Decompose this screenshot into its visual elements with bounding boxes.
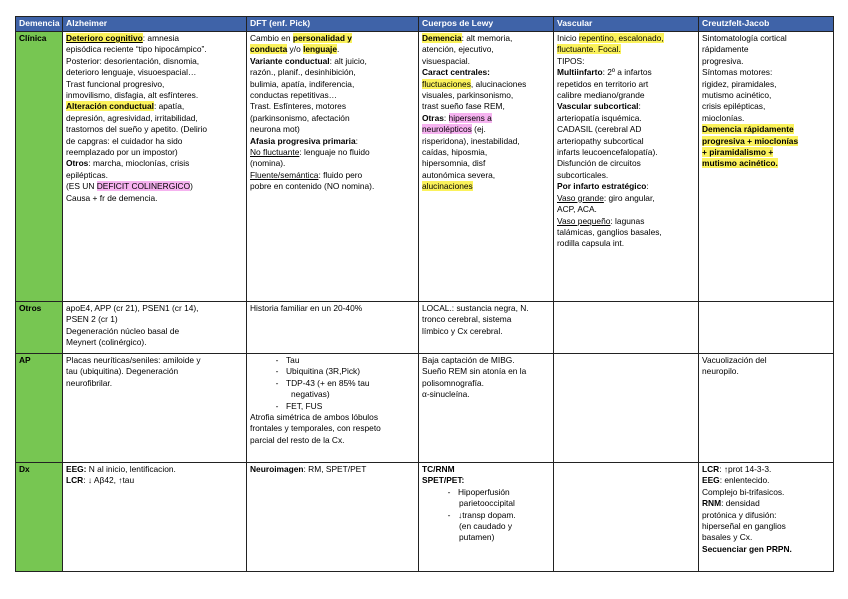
cell-dx-alzheimer (63, 463, 247, 572)
text-line: autonómica severa, (422, 169, 496, 180)
label-no-fluctuante: No fluctuante (250, 147, 300, 158)
row-ap (16, 354, 834, 463)
cell-dx-dft (247, 463, 419, 572)
label-eeg: EEG (702, 475, 720, 486)
text-line: Secuenciar gen PRPN. (702, 543, 792, 554)
text-line: (parkinsonismo, afectación (250, 112, 350, 123)
highlight-deficit-colinergico: DEFICIT COLINERGICO (96, 181, 191, 192)
text: (ES UN (66, 181, 97, 192)
cell-ap-creutzfeldt-jacob (699, 354, 834, 463)
row-label-ap: AP (16, 354, 63, 463)
text: Tau (286, 355, 300, 365)
highlight-conducta: conducta (250, 44, 288, 55)
text-line: talámicas, ganglios basales, (557, 226, 662, 237)
text: Ubiquitina (3R,Pick) (286, 366, 361, 377)
list-item (422, 487, 550, 498)
text: : (646, 181, 649, 192)
text-line: rápidamente (702, 44, 749, 55)
highlight-deterioro-cognitivo: Deterioro cognitivo (66, 33, 143, 43)
text-line: negativas) (291, 389, 330, 400)
text-line: Sintomatología cortical (702, 33, 787, 43)
text-line: risperidona), inestabilidad, (422, 135, 520, 146)
cell-otros-alzheimer (63, 302, 247, 354)
text-line: arteriopatía isquémica. (557, 112, 642, 123)
text-line: caídas, hiposmia, (422, 147, 488, 158)
label-variante-conductual: Variante conductual (250, 55, 330, 66)
text: . (337, 44, 340, 55)
label-multiinfarto: Multiinfarto (557, 67, 603, 78)
text-line: Meynert (colinérgico). (66, 337, 147, 348)
text-line: TIPOS: (557, 55, 585, 66)
text-line: de capgras: el cuidador ha sido (66, 135, 183, 146)
text: : amnesia (142, 33, 180, 43)
row-clinica (16, 32, 834, 302)
text-line: Atrofia simétrica de ambos lóbulos (250, 412, 379, 423)
text-line: LOCAL.: sustancia negra, N. (422, 303, 529, 313)
text-line: rodilla capsula int. (557, 238, 625, 249)
text: : giro angular, (603, 192, 655, 203)
text-line: basales y Cx. (702, 532, 753, 543)
cell-clinica-dft (247, 32, 419, 302)
text-line: bulimia, apatía, indiferencia, (250, 78, 355, 89)
text-line: (en caudado y (459, 521, 513, 532)
text-line: reemplazado por un impostor) (66, 147, 178, 158)
label-otras: Otras (422, 112, 444, 123)
highlight-alteracion-conductual: Alteración conductual (66, 101, 154, 112)
text: Hipoperfusión (458, 486, 510, 497)
text: (ej. (471, 124, 486, 135)
list-item (250, 378, 415, 389)
header-dft: DFT (enf. Pick) (247, 17, 419, 32)
text-line: visuespacial. (422, 55, 470, 66)
text-line: CADASIL (cerebral AD (557, 124, 642, 135)
text-line: Trast. Esfínteres, motores (250, 101, 347, 112)
text-line: trast sueño fase REM, (422, 101, 505, 112)
text-line: Síntomas motores: (702, 67, 773, 78)
row-label-dx: Dx (16, 463, 63, 572)
text: N al inicio, lentificacion. (86, 464, 176, 474)
bullet-dash: - (275, 377, 279, 388)
text: FET, FUS (286, 400, 323, 411)
header-lewy: Cuerpos de Lewy (419, 17, 554, 32)
label-otros: Otros (66, 158, 89, 169)
text-line: hiperseñal en ganglios (702, 521, 786, 532)
cell-clinica-alzheimer (63, 32, 247, 302)
text: , alucinaciones (470, 78, 527, 89)
highlight-repentino: repentino, escalonado, (578, 33, 664, 43)
label-infarto-estrategico: Por infarto estratégico (557, 181, 647, 192)
row-label-clinica: Clínica (16, 32, 63, 302)
text-line: infarts leucoencefalopatía). (557, 147, 658, 158)
cell-ap-dft (247, 354, 419, 463)
text-line: calibre mediano/grande (557, 90, 645, 101)
text: : marcha, mioclonías, crisis (88, 158, 190, 169)
text: ↓transp dopam. (458, 509, 516, 520)
text-line: α-sinucleína. (422, 389, 470, 400)
text: : (355, 135, 358, 146)
bullet-dash: - (275, 366, 279, 377)
text-line: parietooccipital (459, 498, 515, 509)
text: : RM, SPET/PET (303, 464, 367, 474)
text: : apatía, (153, 101, 185, 112)
text-line: razón., planif., desinhibición, (250, 67, 356, 78)
text-line: hipersomnia, disf (422, 158, 486, 169)
text: y/o (287, 44, 304, 55)
text-line: protónica y difusión: (702, 509, 777, 520)
text: : (443, 112, 449, 123)
bullet-dash: - (447, 509, 451, 520)
highlight-alucinaciones: alucinaciones (422, 181, 473, 192)
highlight-personalidad: personalidad y (292, 33, 352, 43)
text-line: límbico y Cx cerebral. (422, 325, 503, 336)
text: : alt memoria, (461, 33, 513, 43)
text: : alt juicio, (329, 55, 367, 66)
text-line: trastornos del sueño y apetito. (Delirio (66, 124, 208, 135)
highlight-demencia-rapida: progresiva + mioclonías (702, 135, 799, 146)
cell-ap-alzheimer (63, 354, 247, 463)
bullet-dash: - (447, 486, 451, 497)
text-line: Degeneración núcleo basal de (66, 325, 180, 336)
label-vaso-grande: Vaso grande (557, 192, 604, 203)
text-line: parcial del resto de la Cx. (250, 434, 345, 445)
label-afasia-progresiva: Afasia progresiva primaria (250, 135, 356, 146)
text: : lagunas (610, 215, 645, 226)
label-caract-centrales: Caract centrales: (422, 67, 490, 78)
text-line: ACP, ACA. (557, 204, 597, 215)
text-line: PSEN 2 (cr 1) (66, 314, 118, 325)
text-line: pobre en contenido (NO nomina). (250, 181, 375, 192)
text: : ↑prot 14-3-3. (719, 464, 772, 474)
list-item (250, 366, 415, 377)
text-line: deterioro lenguaje, visuoespacial… (66, 67, 197, 78)
highlight-demencia-rapida: mutismo acinético. (702, 158, 778, 169)
highlight-fluctuante: fluctuante. Focal. (557, 44, 621, 55)
text-line: episódica reciente “tipo hipocámpico”. (66, 44, 207, 55)
cell-otros-dft (247, 302, 419, 354)
text-line: depresión, agresividad, irritabilidad, (66, 112, 198, 123)
cell-otros-creutzfeldt-jacob (699, 302, 834, 354)
text: : 2º a infartos (602, 67, 652, 78)
text-line: atención, ejecutivo, (422, 44, 494, 55)
row-label-otros: Otros (16, 302, 63, 354)
text: : ↓ Aβ42, ↑tau (83, 475, 135, 486)
text: Cambio en (250, 33, 293, 43)
text-line: Disfunción de circuitos (557, 158, 641, 169)
text: TDP-43 (+ en 85% tau (286, 377, 370, 388)
cell-clinica-creutzfeldt-jacob (699, 32, 834, 302)
text-line: rigidez, piramidales, (702, 78, 777, 89)
header-demencia: Demencia (16, 17, 63, 32)
text-line: neurofibrilar. (66, 377, 113, 388)
cell-dx-creutzfeldt-jacob (699, 463, 834, 572)
text-line: putamen) (459, 532, 495, 543)
text-line: subcorticales. (557, 169, 609, 180)
dementia-comparison-table (15, 16, 834, 572)
text-line: repetidos en territorio art (557, 78, 649, 89)
highlight-hipersens: hipersens a (448, 112, 492, 123)
text-line: polisomnografía. (422, 377, 484, 388)
label-vascular-subcortical: Vascular subcortical (557, 101, 639, 112)
highlight-fluctuaciones: fluctuaciones (422, 78, 471, 89)
cell-dx-lewy (419, 463, 554, 572)
highlight-demencia-rapida: + piramidalismo + (702, 147, 774, 158)
row-dx (16, 463, 834, 572)
text-line: (nomina). (250, 158, 286, 169)
cell-dx-vascular (554, 463, 699, 572)
row-otros (16, 302, 834, 354)
text-line: Trast funcional progresivo, (66, 78, 165, 89)
highlight-demencia-rapida: Demencia rápidamente (702, 124, 794, 135)
text-line: Historia familiar en un 20-40% (250, 303, 363, 313)
text: : densidad (721, 498, 760, 509)
text-line: visuales, parkinsonismo, (422, 90, 514, 101)
header-row (16, 17, 834, 32)
text: : lenguaje no fluido (299, 147, 370, 158)
text-line: Sueño REM sin atonía en la (422, 366, 527, 377)
text-line: Baja captación de MIBG. (422, 355, 515, 365)
list-item (250, 355, 415, 366)
highlight-demencia: Demencia (422, 33, 462, 43)
text: : enlentecido. (719, 475, 770, 486)
text-line: epilépticas. (66, 169, 108, 180)
text-line: neuropilo. (702, 366, 739, 377)
text-line: tronco cerebral, sistema (422, 314, 512, 325)
label-spet-pet: SPET/PET: (422, 475, 465, 486)
text-line: Causa + fr de demencia. (66, 192, 158, 203)
cell-ap-vascular (554, 354, 699, 463)
text-line: arteriopathy subcortical (557, 135, 644, 146)
label-neuroimagen: Neuroimagen (250, 464, 304, 474)
label-lcr: LCR (66, 475, 84, 486)
label-fluente-semantica: Fluente/semántica (250, 169, 319, 180)
label-rnm: RNM (702, 498, 722, 509)
text-line: mutismo acinético, (702, 90, 772, 101)
bullet-dash: - (275, 400, 279, 411)
text-line: Posterior: desorientación, disnomia, (66, 55, 200, 66)
cell-clinica-lewy (419, 32, 554, 302)
cell-ap-lewy (419, 354, 554, 463)
text-line: Placas neuríticas/seniles: amiloide y (66, 355, 201, 365)
text-line: conductas repetitivas… (250, 90, 338, 101)
text-line: progresiva. (702, 55, 744, 66)
text: : (638, 101, 641, 112)
text-line: crisis epilépticas, (702, 101, 766, 112)
label-vaso-pequeno: Vaso pequeño (557, 215, 611, 226)
cell-otros-lewy (419, 302, 554, 354)
text: : fluido pero (318, 169, 363, 180)
highlight-neurolepticos: neurolépticos (422, 124, 472, 135)
label-lcr: LCR (702, 464, 720, 474)
text-line: Complejo bi-trifasicos. (702, 486, 785, 497)
highlight-lenguaje: lenguaje (303, 44, 338, 55)
text-line: tau (ubiquitina). Degeneración (66, 366, 179, 377)
list-item (422, 510, 550, 521)
header-alzheimer: Alzheimer (63, 17, 247, 32)
header-creutzfeldt-jacob: Creutzfelt-Jacob (699, 17, 834, 32)
text-line: inmovilismo, disfagia, alt esfínteres. (66, 90, 199, 101)
text-line: apoE4, APP (cr 21), PSEN1 (cr 14), (66, 303, 199, 313)
text-line: neurona mot) (250, 124, 300, 135)
text-line: Vacuolización del (702, 355, 767, 365)
label-tc-rnm: TC/RNM (422, 464, 455, 474)
bullet-dash: - (275, 355, 279, 365)
text: ) (190, 181, 193, 192)
text: Inicio (557, 33, 579, 43)
text-line: frontales y temporales, con respeto (250, 423, 381, 434)
label-eeg: EEG: (66, 464, 87, 474)
cell-otros-vascular (554, 302, 699, 354)
header-vascular: Vascular (554, 17, 699, 32)
text-line: mioclonías. (702, 112, 745, 123)
cell-clinica-vascular (554, 32, 699, 302)
list-item (250, 401, 415, 412)
